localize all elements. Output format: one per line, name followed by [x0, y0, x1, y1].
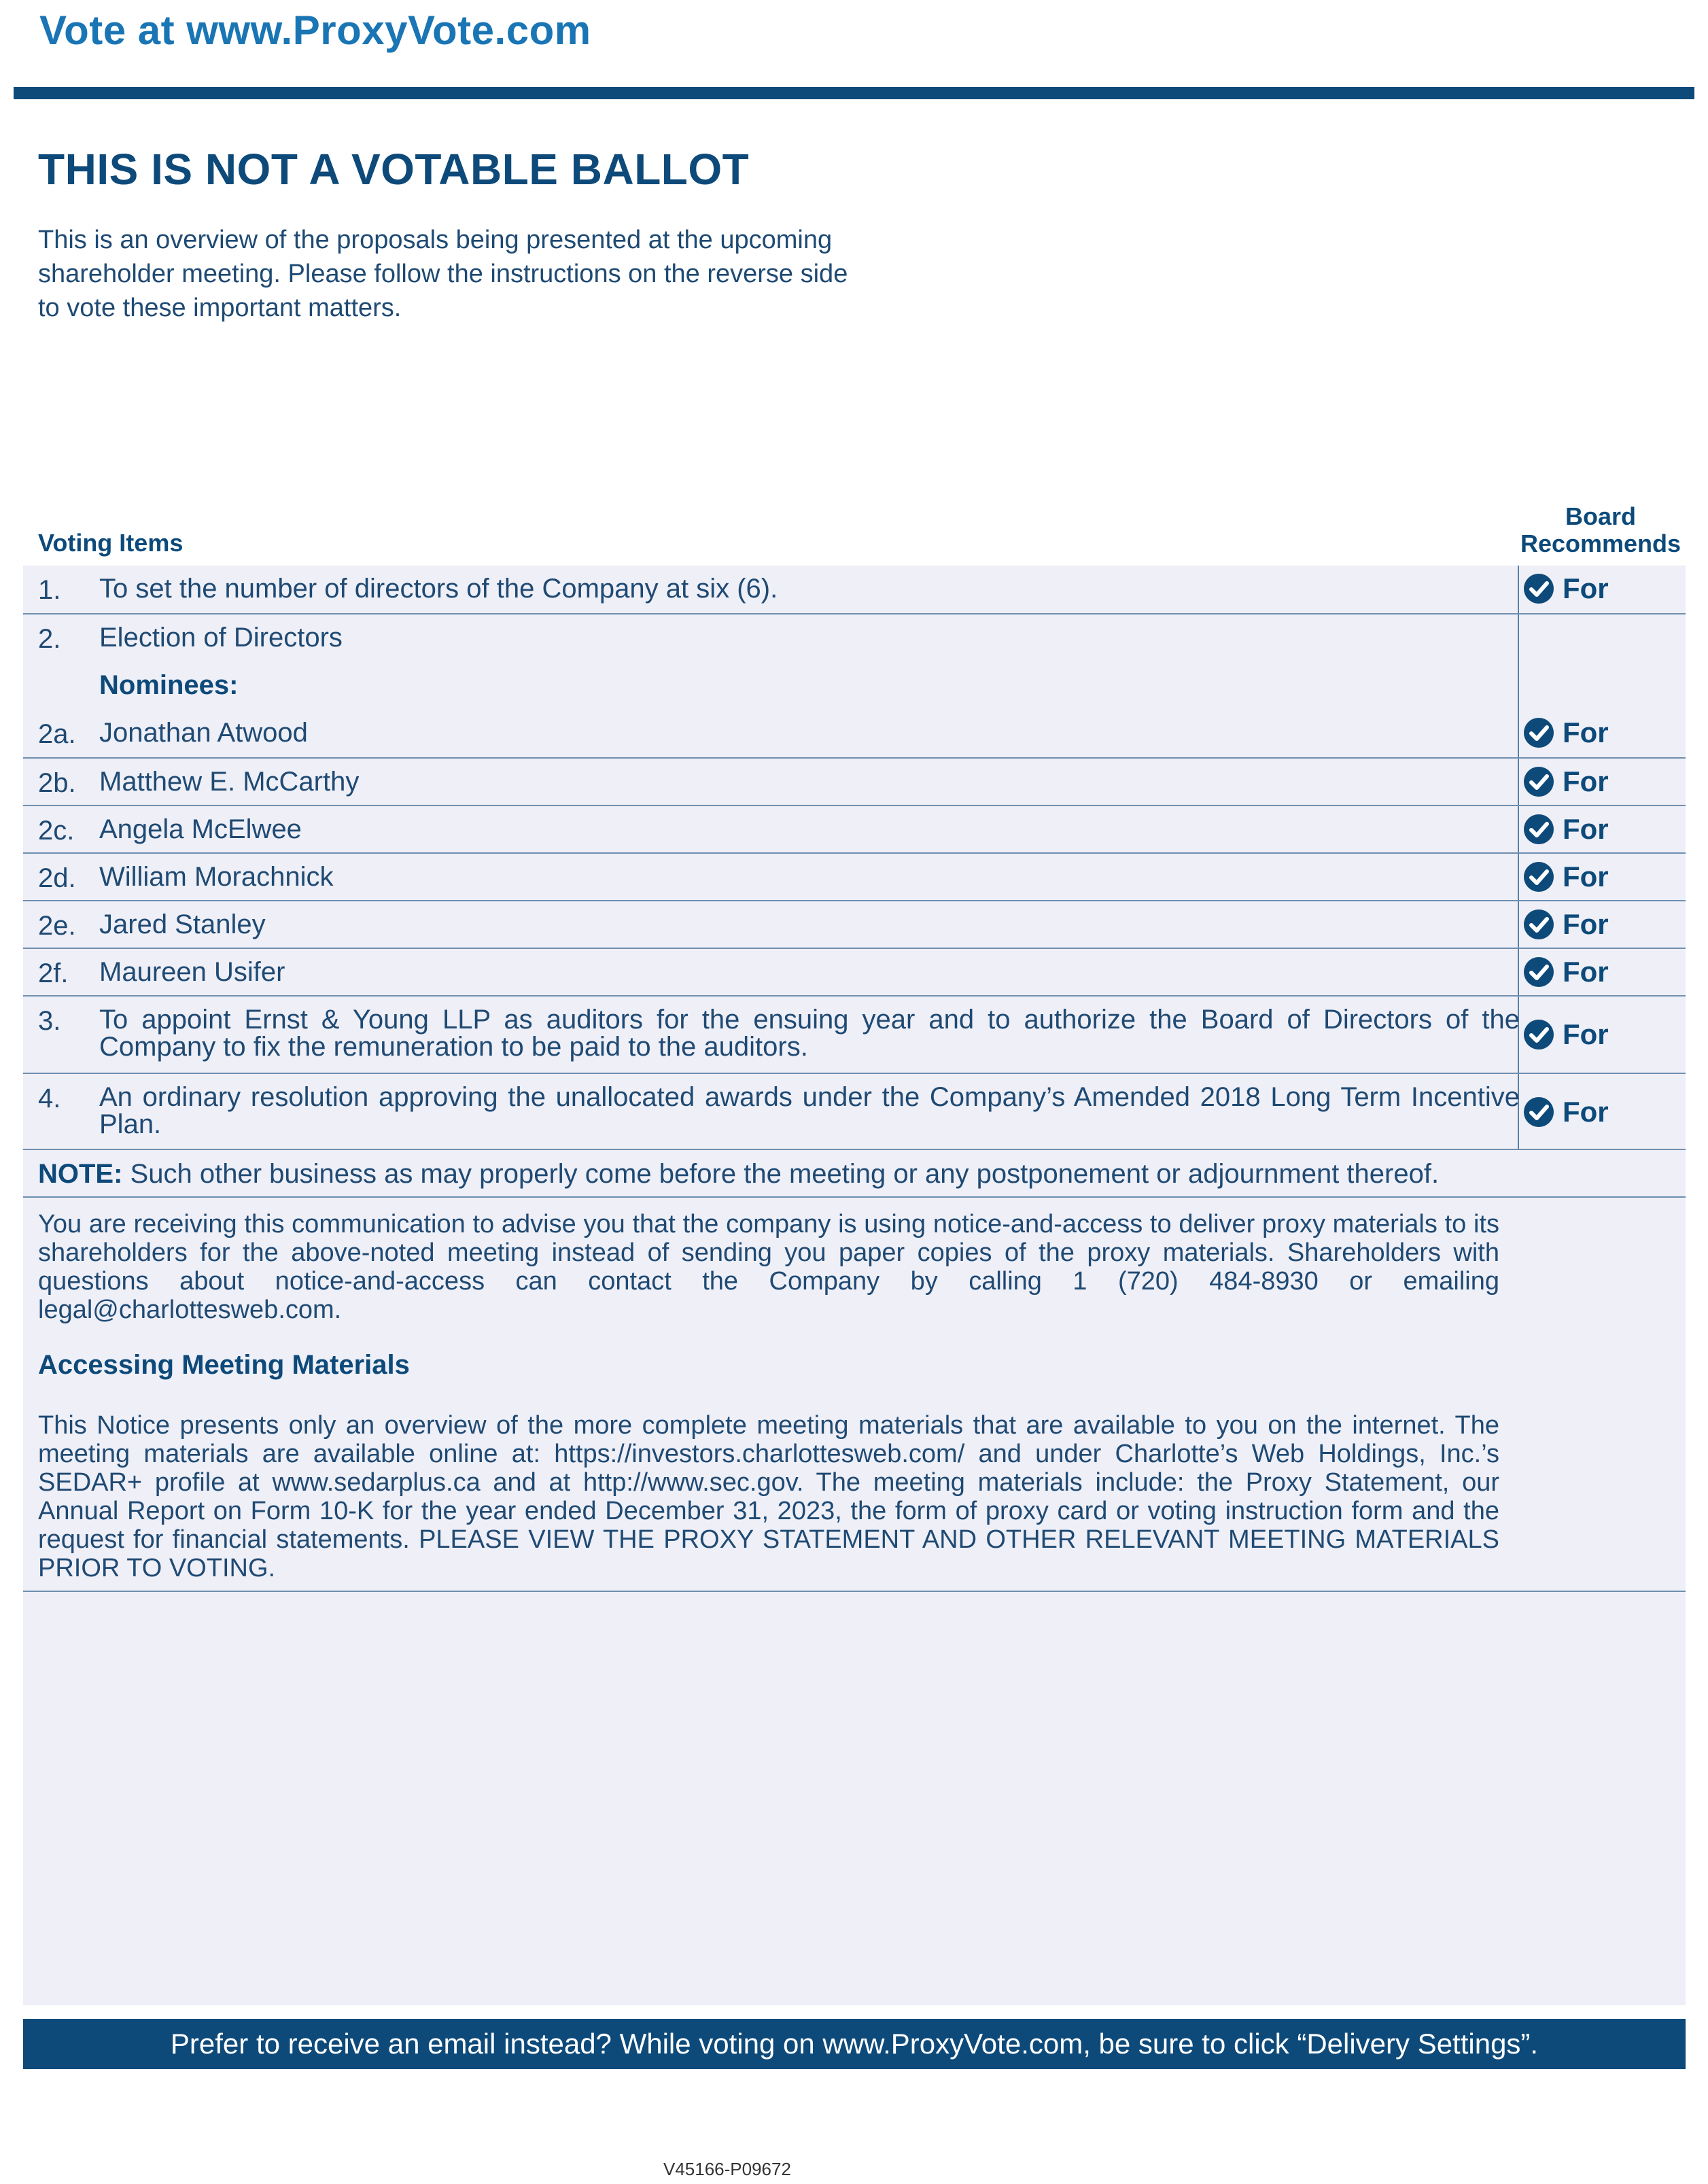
recommendation	[1523, 765, 1609, 798]
check-circle-icon	[1523, 573, 1554, 604]
table-row-item-2	[23, 614, 1686, 662]
item-text: To set the number of directors of the Company at six (6).	[99, 574, 778, 604]
nominees-row	[23, 662, 1686, 710]
board-recommends-line2: Recommends	[1520, 530, 1681, 557]
recommendation	[1523, 1096, 1609, 1128]
item-number: 2a.	[38, 719, 76, 749]
item-text: Jonathan Atwood	[99, 718, 308, 748]
table-row-item-2d	[23, 854, 1686, 901]
check-circle-icon	[1523, 861, 1554, 892]
note-text	[38, 1160, 1499, 1188]
delivery-settings-text: Prefer to receive an email instead? While voting on www.ProxyVote.com, be sure to click “Delivery Settings”.	[170, 2028, 1539, 2060]
item-number: 1.	[38, 575, 61, 605]
recommendation-label: For	[1563, 572, 1609, 604]
item-number: 2e.	[38, 911, 76, 941]
check-circle-icon	[1523, 956, 1554, 988]
recommendation-label: For	[1563, 716, 1609, 748]
item-text: To appoint Ernst & Young LLP as auditors for the ensuing year and to authorize the Board of Directors of the Company to fix the remuneration to be paid to the auditors.	[99, 1005, 1520, 1062]
table-row-item-2a	[23, 710, 1686, 759]
item-text: William Morachnick	[99, 862, 334, 892]
check-circle-icon	[1523, 766, 1554, 797]
item-text: An ordinary resolution approving the unallocated awards under the Company’s Amended 2018 Long Term Incentive Plan.	[99, 1082, 1520, 1139]
board-recommends-header	[1516, 503, 1686, 557]
item-text: Matthew E. McCarthy	[99, 767, 360, 797]
recommendation	[1523, 716, 1609, 749]
check-circle-icon	[1523, 814, 1554, 845]
nominees-label: Nominees:	[99, 670, 239, 700]
vote-url-heading: Vote at www.ProxyVote.com	[39, 7, 591, 53]
item-number: 2.	[38, 624, 61, 654]
page-title: THIS IS NOT A VOTABLE BALLOT	[38, 145, 750, 194]
item-text: Jared Stanley	[99, 909, 266, 939]
recommendation-label: For	[1563, 813, 1609, 845]
board-recommends-line1: Board	[1565, 502, 1636, 530]
note-label: NOTE:	[38, 1159, 123, 1189]
item-text: Angela McElwee	[99, 814, 302, 844]
recommendation-label: For	[1563, 1096, 1609, 1128]
recommendation-label: For	[1563, 956, 1609, 988]
intro-text: This is an overview of the proposals being presented at the upcoming shareholder meeting. Please follow the instructions on the reverse side to vote these important matters.	[38, 226, 848, 322]
recommendation	[1523, 1018, 1609, 1051]
table-row-item-2f	[23, 949, 1686, 996]
voting-items-header: Voting Items	[38, 529, 184, 557]
section-divider	[23, 1591, 1686, 1592]
header-divider	[14, 87, 1694, 99]
item-number: 2b.	[38, 768, 76, 798]
meeting-materials-paragraph: This Notice presents only an overview of the more complete meeting materials that are available to you on the internet. The meeting materials are available online at: https://investors.charlottesweb.com/ and under Charlotte’s Web Holdings, Inc.’s SEDAR+ profile at www.sedarplus.ca and at http://www.sec.gov. The meeting materials include: the Proxy Statement, our Annual Report on Form 10-K for the year ended December 31, 2023, the form of proxy card or voting instruction form and the request for financial statements. PLEASE VIEW THE PROXY STATEMENT AND OTHER RELEVANT MEETING MATERIALS PRIOR TO VOTING.	[38, 1411, 1499, 1582]
document-code: V45166-P09672	[663, 2159, 791, 2179]
check-circle-icon	[1523, 1019, 1554, 1050]
recommendation	[1523, 572, 1609, 605]
recommendation	[1523, 908, 1609, 941]
check-circle-icon	[1523, 909, 1554, 940]
notice-and-access-paragraph: You are receiving this communication to advise you that the company is using notice-and-access to deliver proxy materials to its shareholders for the above-noted meeting instead of sending you paper copies of the proxy materials. Shareholders with questions about notice-and-access can contact the Company by calling 1 (720) 484-8930 or emailing legal@charlottesweb.com.	[38, 1210, 1499, 1324]
item-number: 2d.	[38, 863, 76, 893]
recommendation-label: For	[1563, 1018, 1609, 1050]
recommendation	[1523, 813, 1609, 846]
table-row-item-3	[23, 996, 1686, 1074]
check-circle-icon	[1523, 1096, 1554, 1128]
note-body: Such other business as may properly come before the meeting or any postponement or adjournment thereof.	[122, 1159, 1440, 1189]
recommendation-label: For	[1563, 765, 1609, 797]
table-row-item-1	[23, 566, 1686, 614]
item-number: 2f.	[38, 958, 69, 988]
recommendation	[1523, 861, 1609, 893]
table-row-item-4	[23, 1074, 1686, 1150]
check-circle-icon	[1523, 717, 1554, 748]
delivery-settings-banner	[23, 2019, 1686, 2069]
item-number: 2c.	[38, 816, 75, 846]
item-text: Election of Directors	[99, 623, 343, 653]
item-text: Maureen Usifer	[99, 957, 285, 987]
accessing-materials-heading: Accessing Meeting Materials	[38, 1350, 410, 1380]
recommendation	[1523, 956, 1609, 988]
table-row-item-2b	[23, 759, 1686, 806]
item-number: 4.	[38, 1084, 61, 1113]
item-number: 3.	[38, 1006, 61, 1036]
table-row-item-2e	[23, 901, 1686, 949]
recommendation-label: For	[1563, 908, 1609, 940]
recommendation-label: For	[1563, 861, 1609, 892]
table-row-item-2c	[23, 806, 1686, 854]
